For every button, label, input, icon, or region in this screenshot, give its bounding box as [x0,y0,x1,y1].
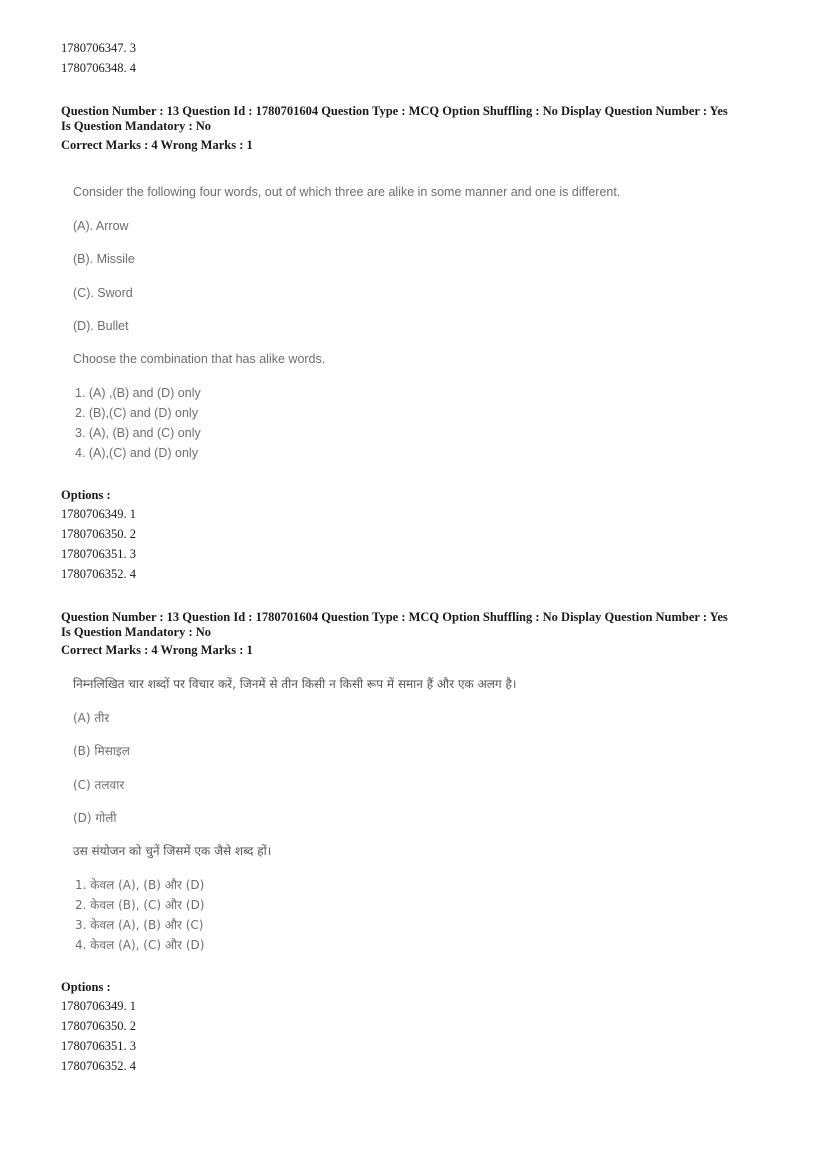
question-stem: निम्नलिखित चार शब्दों पर विचार करें, जिनमें से तीन किसी न किसी रूप में समान हैं और एक अलग है। [73,677,517,691]
question-mandatory: Is Question Mandatory : No [61,119,212,133]
option-line: 1780706351. 3 [61,547,136,561]
question-stem: Consider the following four words, out of which three are alike in some manner and one is different. [73,185,621,199]
word-item: (B). Missile [73,252,135,266]
answer-choice: 3. (A), (B) and (C) only [75,426,201,440]
answer-choice: 4. (A),(C) and (D) only [75,446,198,460]
question-marks: Correct Marks : 4 Wrong Marks : 1 [61,643,253,657]
option-line: 1780706352. 4 [61,567,136,581]
answer-choice: 2. केवल (B), (C) और (D) [75,898,205,912]
answer-choice: 1. केवल (A), (B) और (D) [75,878,205,892]
answer-choice: 1. (A) ,(B) and (D) only [75,386,201,400]
answer-choice: 4. केवल (A), (C) और (D) [75,938,205,952]
word-item: (A) तीर [73,711,110,725]
option-line: 1780706348. 4 [61,61,136,75]
word-item: (D) गोली [73,811,117,825]
question-header: Question Number : 13 Question Id : 1780701604 Question Type : MCQ Option Shuffling : No Display Question Number : Yes [61,610,728,624]
question-prompt: उस संयोजन को चुनें जिसमें एक जैसे शब्द हों। [73,844,272,858]
word-item: (C). Sword [73,286,133,300]
question-mandatory: Is Question Mandatory : No [61,625,212,639]
option-line: 1780706349. 1 [61,507,136,521]
word-item: (A). Arrow [73,219,129,233]
word-item: (C) तलवार [73,778,125,792]
question-header: Question Number : 13 Question Id : 1780701604 Question Type : MCQ Option Shuffling : No Display Question Number : Yes [61,104,728,118]
option-line: 1780706350. 2 [61,1019,136,1033]
question-marks: Correct Marks : 4 Wrong Marks : 1 [61,138,253,152]
option-line: 1780706351. 3 [61,1039,136,1053]
word-item: (D). Bullet [73,319,129,333]
answer-choice: 3. केवल (A), (B) और (C) [75,918,204,932]
option-line: 1780706352. 4 [61,1059,136,1073]
option-line: 1780706347. 3 [61,41,136,55]
word-item: (B) मिसाइल [73,744,130,758]
option-line: 1780706349. 1 [61,999,136,1013]
question-prompt: Choose the combination that has alike words. [73,352,326,366]
options-label: Options : [61,488,111,502]
options-label: Options : [61,980,111,994]
option-line: 1780706350. 2 [61,527,136,541]
answer-choice: 2. (B),(C) and (D) only [75,406,198,420]
